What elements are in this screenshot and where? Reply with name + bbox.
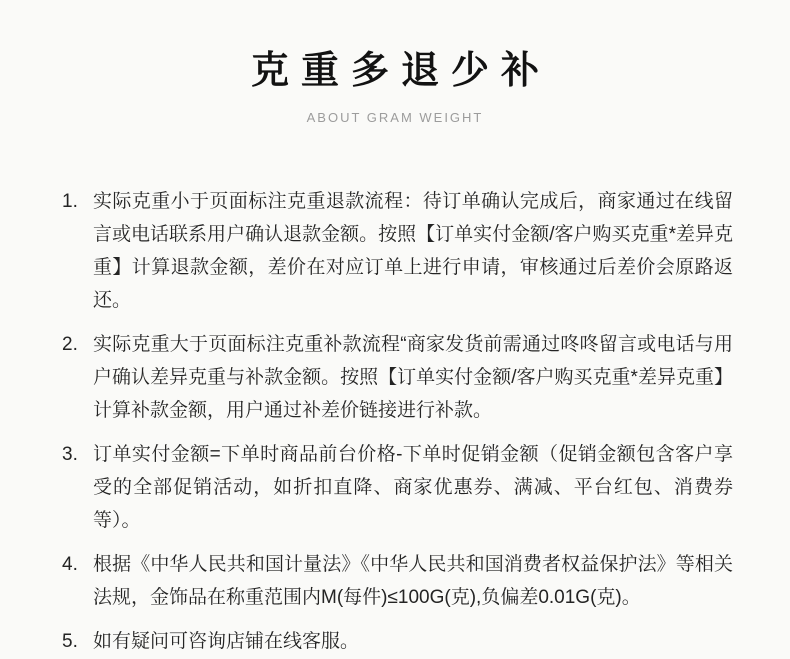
policy-item-5 bbox=[62, 625, 733, 658]
policy-item-2 bbox=[62, 328, 733, 427]
policy-item-text: 如有疑问可咨询店铺在线客服。 bbox=[93, 631, 360, 652]
policy-item-number: 1. bbox=[62, 191, 78, 212]
policy-list bbox=[62, 185, 733, 658]
policy-item-text: 实际克重小于页面标注克重退款流程：待订单确认完成后，商家通过在线留言或电话联系用户确认退款金额。按照【订单实付金额/客户购买克重*差异克重】计算退款金额，差价在对应订单上进行申请，审核通过后差价会原路返还。 bbox=[93, 191, 733, 311]
policy-item-number: 4. bbox=[62, 554, 78, 575]
policy-item-3 bbox=[62, 438, 733, 537]
policy-item-4 bbox=[62, 548, 733, 614]
page-title: 克重多退少补 bbox=[250, 50, 551, 92]
policy-item-text: 订单实付金额=下单时商品前台价格-下单时促销金额（促销金额包含客户享受的全部促销活动，如折扣直降、商家优惠券、满减、平台红包、消费券等）。 bbox=[93, 444, 733, 531]
policy-item-number: 3. bbox=[62, 444, 78, 465]
policy-item-number: 2. bbox=[62, 334, 78, 355]
page-subtitle: ABOUT GRAM WEIGHT bbox=[306, 110, 484, 125]
page-header bbox=[0, 0, 790, 127]
policy-item-text: 根据《中华人民共和国计量法》《中华人民共和国消费者权益保护法》等相关法规，金饰品在称重范围内M(每件)≤100G(克),负偏差0.01G(克)。 bbox=[93, 554, 733, 608]
policy-item-number: 5. bbox=[62, 631, 78, 652]
policy-item-1 bbox=[62, 185, 733, 317]
policy-item-text: 实际克重大于页面标注克重补款流程“商家发货前需通过咚咚留言或电话与用户确认差异克重与补款金额。按照【订单实付金额/客户购买克重*差异克重】计算补款金额，用户通过补差价链接进行补款。 bbox=[93, 334, 733, 421]
